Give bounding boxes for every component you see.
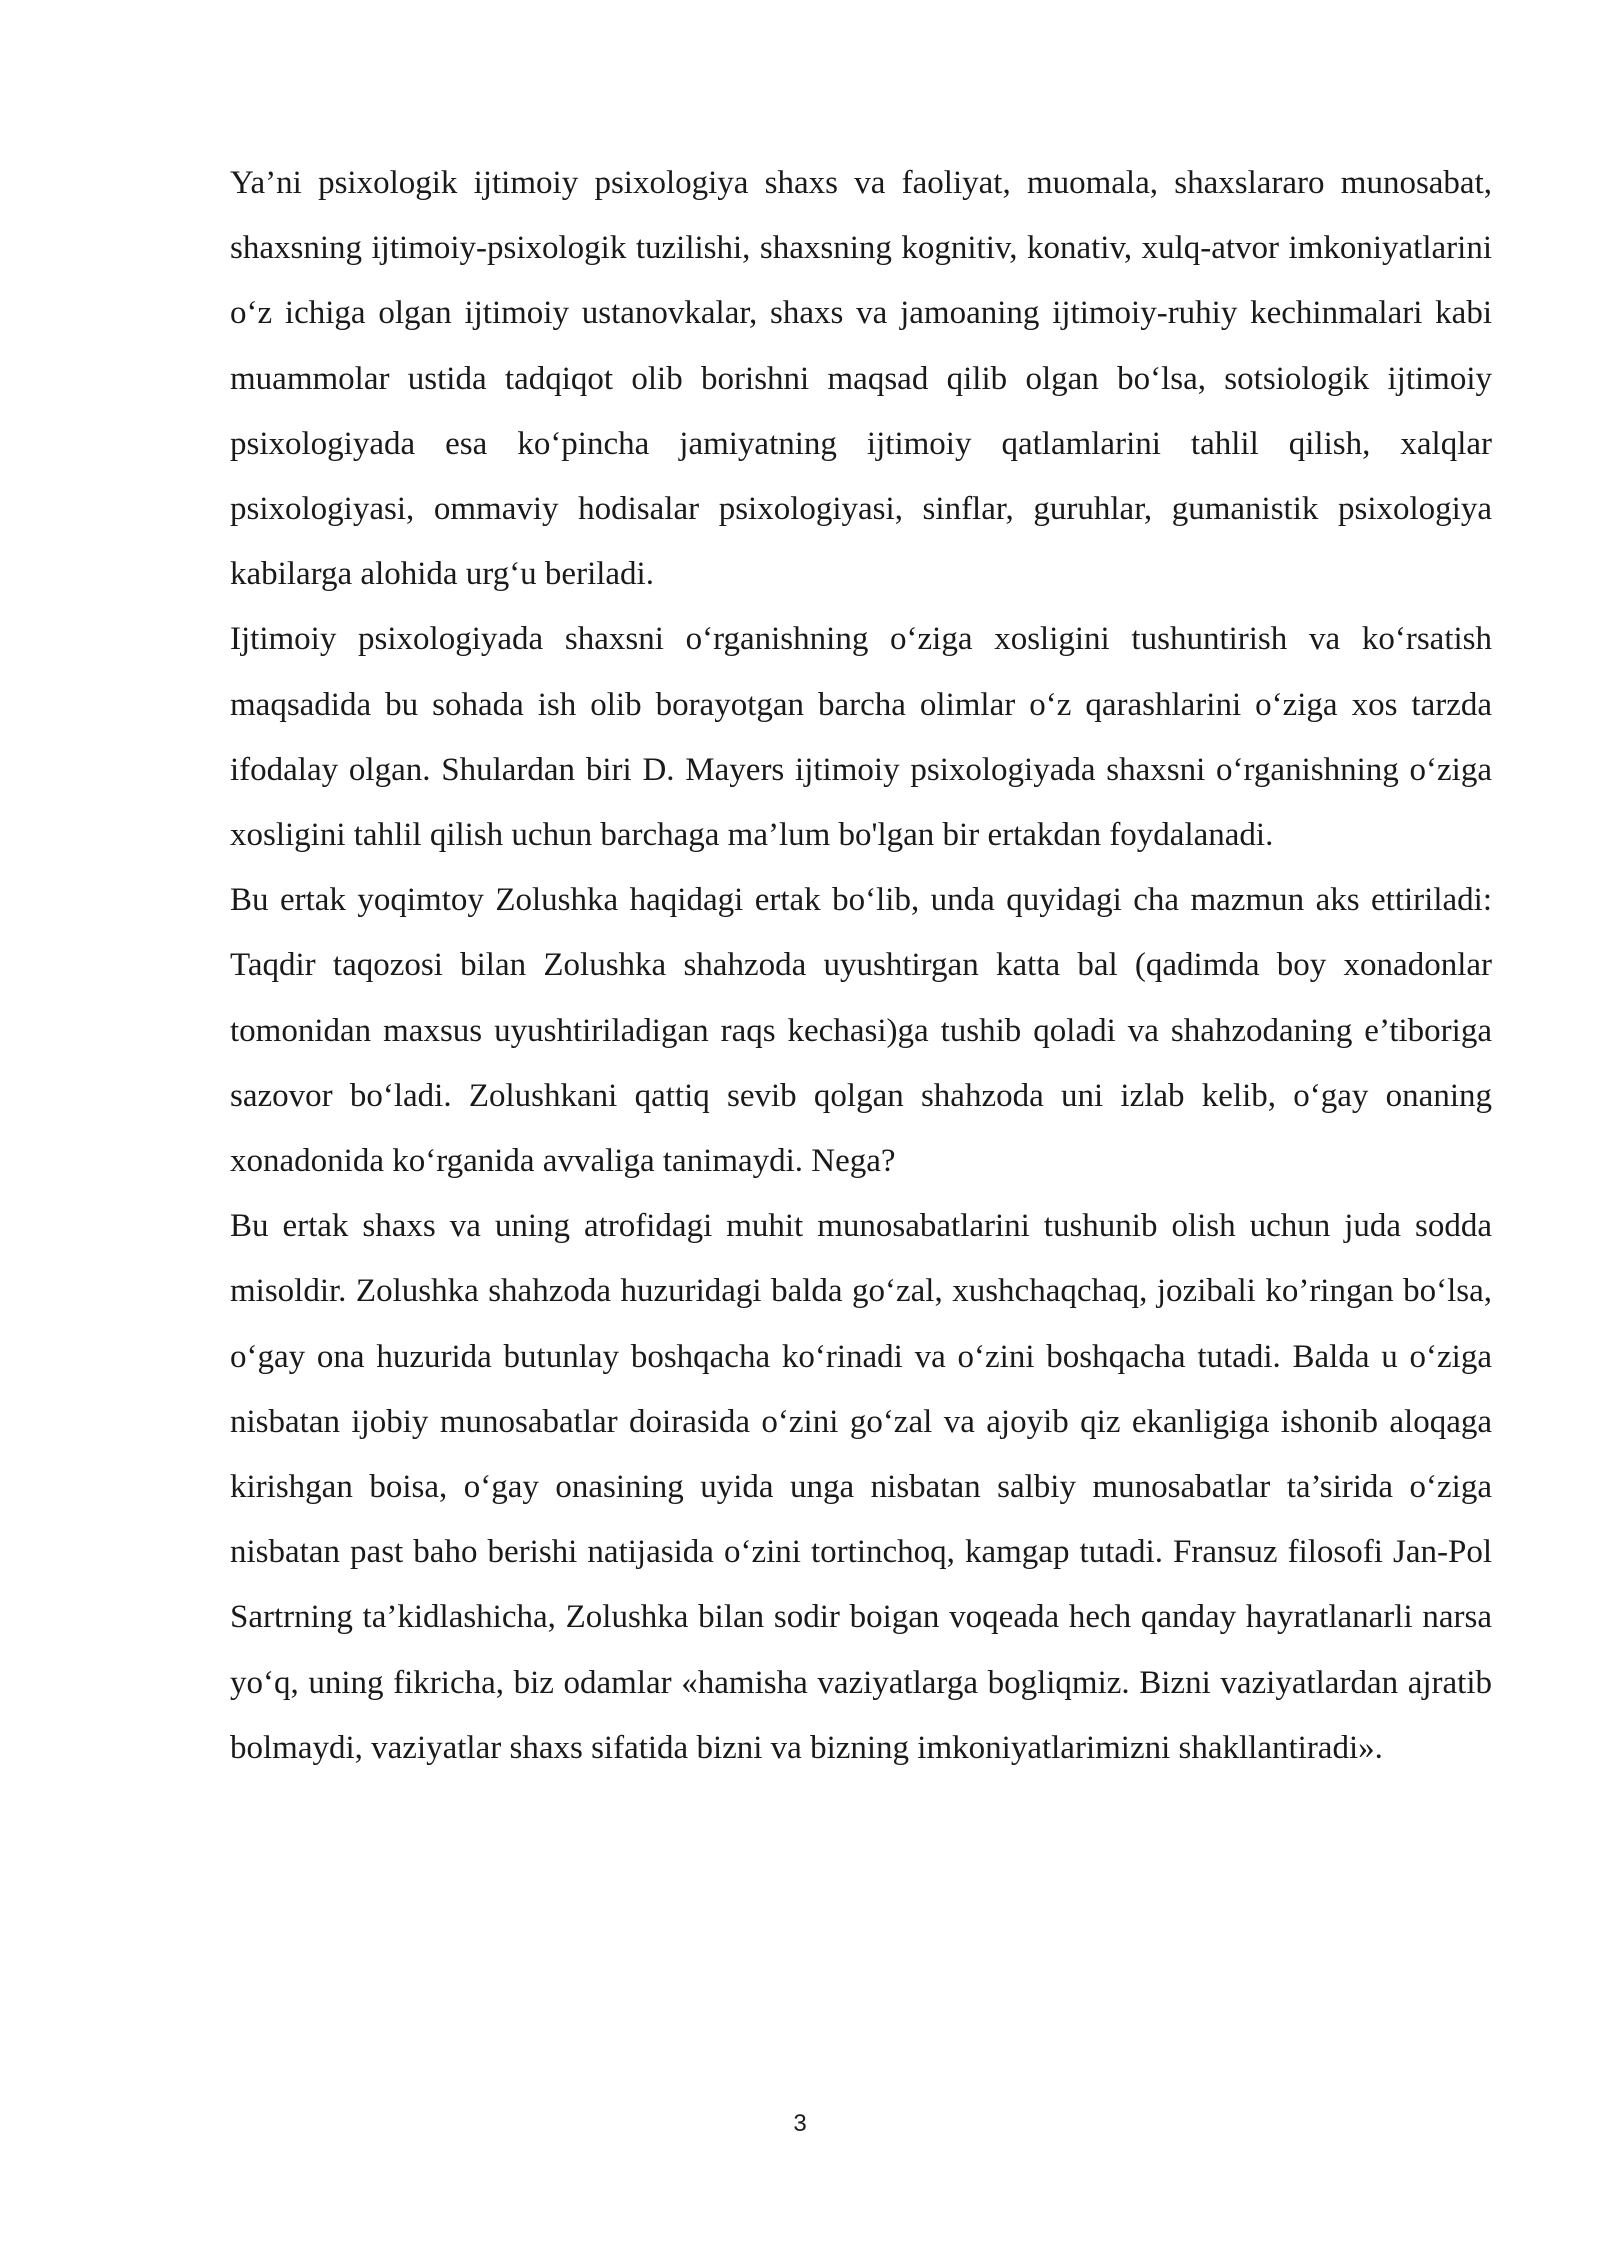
page-number: 3	[793, 2110, 807, 2137]
paragraph-3: Bu ertak yoqimtoy Zolushka haqidagi ertak bo‘lib, unda quyidagi cha mazmun aks ettiriladi: Taqdir taqozosi bilan Zolushka shahzoda uyushtirgan katta bal (qadimda boy xonadonlar tomonidan maxsus uyushtiriladigan raqs kechasi)ga tushib qoladi va shahzodaning e’tiboriga sazovor bo‘ladi. Zolushkani qattiq sevib qolgan shahzoda uni izlab kelib, o‘gay onaning xonadonida ko‘rganida avvaliga tanimaydi. Nega?	[230, 882, 1492, 1180]
body-text	[230, 151, 1492, 1781]
paragraph-4: Bu ertak shaxs va uning atrofidagi muhit munosabatlarini tushunib olish uchun juda sodda misoldir. Zolushka shahzoda huzuridagi balda go‘zal, xushchaqchaq, jozibali ko’ringan bo‘lsa, o‘gay ona huzurida butunlay boshqacha ko‘rinadi va o‘zini boshqacha tutadi. Balda u o‘ziga nisbatan ijobiy munosabatlar doirasida o‘zini go‘zal va ajoyib qiz ekanligiga ishonib aloqaga kirishgan boisa, o‘gay onasining uyida unga nisbatan salbiy munosabatlar ta’sirida o‘ziga nisbatan past baho berishi natijasida o‘zini tortinchoq, kamgap tutadi. Fransuz filosofi Jan-Pol Sartrning ta’kidlashicha, Zolushka bilan sodir boigan voqeada hech qanday hayratlanarli narsa yo‘q, uning fikricha, biz odamlar «hamisha vaziyatlarga bogliqmiz. Bizni vaziyatlardan ajratib bolmaydi, vaziyatlar shaxs sifatida bizni va bizning imkoniyatlarimizni shakllantiradi».	[230, 1208, 1492, 1766]
paragraph-2: Ijtimoiy psixologiyada shaxsni o‘rganishning o‘ziga xosligini tushuntirish va ko‘rsatish maqsadida bu sohada ish olib borayotgan barcha olimlar o‘z qarashlarini o‘ziga xos tarzda ifodalay olgan. Shulardan biri D. Mayers ijtimoiy psixologiyada shaxsni o‘rganishning o‘ziga xosligini tahlil qilish uchun barchaga ma’lum bo'lgan bir ertakdan foydalanadi.	[230, 621, 1492, 854]
paragraph-1: Ya’ni psixologik ijtimoiy psixologiya shaxs va faoliyat, muomala, shaxslararo munosabat, shaxsning ijtimoiy-psixologik tuzilishi, shaxsning kognitiv, konativ, xulq-atvor imkoniyatlarini o‘z ichiga olgan ijtimoiy ustanovkalar, shaxs va jamoaning ijtimoiy-ruhiy kechinmalari kabi muammolar ustida tadqiqot olib borishni maqsad qilib olgan bo‘lsa, sotsiologik ijtimoiy psixologiyada esa ko‘pincha jamiyatning ijtimoiy qatlamlarini tahlil qilish, xalqlar psixologiyasi, ommaviy hodisalar psixologiyasi, sinflar, guruhlar, gumanistik psixologiya kabilarga alohida urg‘u beriladi.	[230, 165, 1492, 593]
